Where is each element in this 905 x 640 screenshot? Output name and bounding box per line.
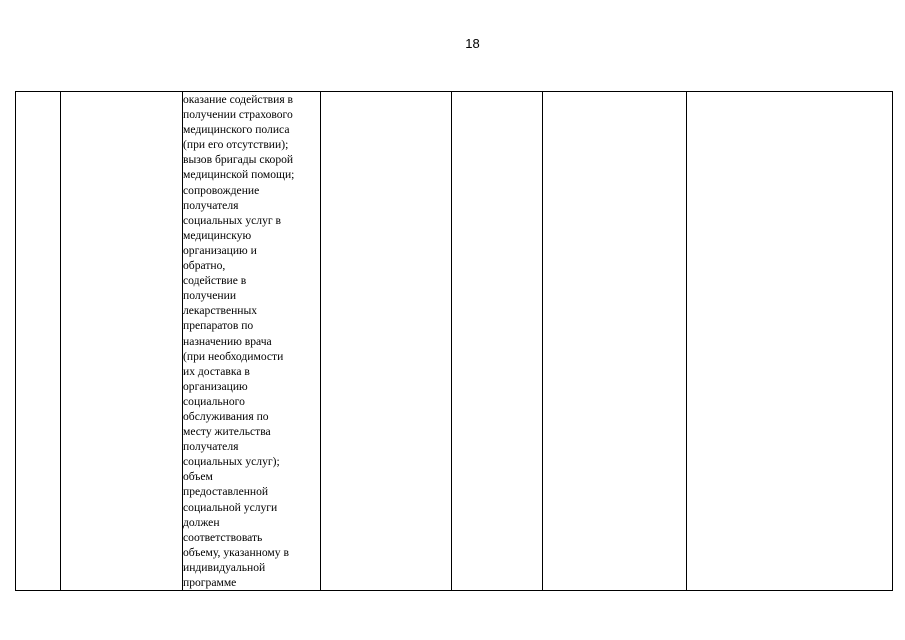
cell-service-name <box>61 92 183 591</box>
cell-number <box>16 92 61 591</box>
text-line: медицинского полиса <box>183 123 290 137</box>
text-line: социальных услуг в <box>183 213 282 227</box>
cell-column-7 <box>687 92 893 591</box>
text-line: оказание содействия в <box>183 93 294 106</box>
text-line: (при его отсутствии); <box>183 138 289 152</box>
page-number: 18 <box>465 36 480 51</box>
text-line: медицинскую <box>183 228 252 242</box>
text-line: объем <box>183 470 213 484</box>
text-line: объему, указанному в <box>183 545 289 559</box>
text-line: обслуживания по <box>183 409 269 423</box>
text-line: вызов бригады скорой <box>183 153 294 167</box>
text-line: содействие в <box>183 274 247 288</box>
text-line: назначению врача <box>183 334 272 348</box>
services-table <box>15 91 893 591</box>
text-line: социальных услуг); <box>183 455 280 469</box>
text-line: организацию <box>183 379 248 393</box>
text-line: получателя <box>183 198 239 212</box>
text-line: месту жительства <box>183 425 271 439</box>
text-line: лекарственных <box>183 304 258 318</box>
cell-column-4 <box>321 92 452 591</box>
text-line: организацию и <box>183 243 257 257</box>
text-line: (при необходимости <box>183 349 284 363</box>
text-line: их доставка в <box>183 364 250 378</box>
text-line: получателя <box>183 440 239 454</box>
text-line: сопровождение <box>183 183 260 197</box>
text-line: медицинской помощи; <box>183 168 295 182</box>
text-line: препаратов по <box>183 319 254 333</box>
text-line: получении <box>183 289 237 303</box>
text-line: программе <box>183 576 237 589</box>
text-line: индивидуальной <box>183 560 266 574</box>
text-line: получении страхового <box>183 108 293 122</box>
text-line: соответствовать <box>183 530 263 544</box>
text-line: социального <box>183 394 245 408</box>
cell-column-5 <box>452 92 543 591</box>
table-row <box>16 92 893 591</box>
cell-column-6 <box>543 92 687 591</box>
text-line: социальной услуги <box>183 500 278 514</box>
cell-service-description <box>183 92 321 591</box>
text-line: предоставленной <box>183 485 269 499</box>
text-line: должен <box>183 515 220 529</box>
text-line: обратно, <box>183 259 226 273</box>
